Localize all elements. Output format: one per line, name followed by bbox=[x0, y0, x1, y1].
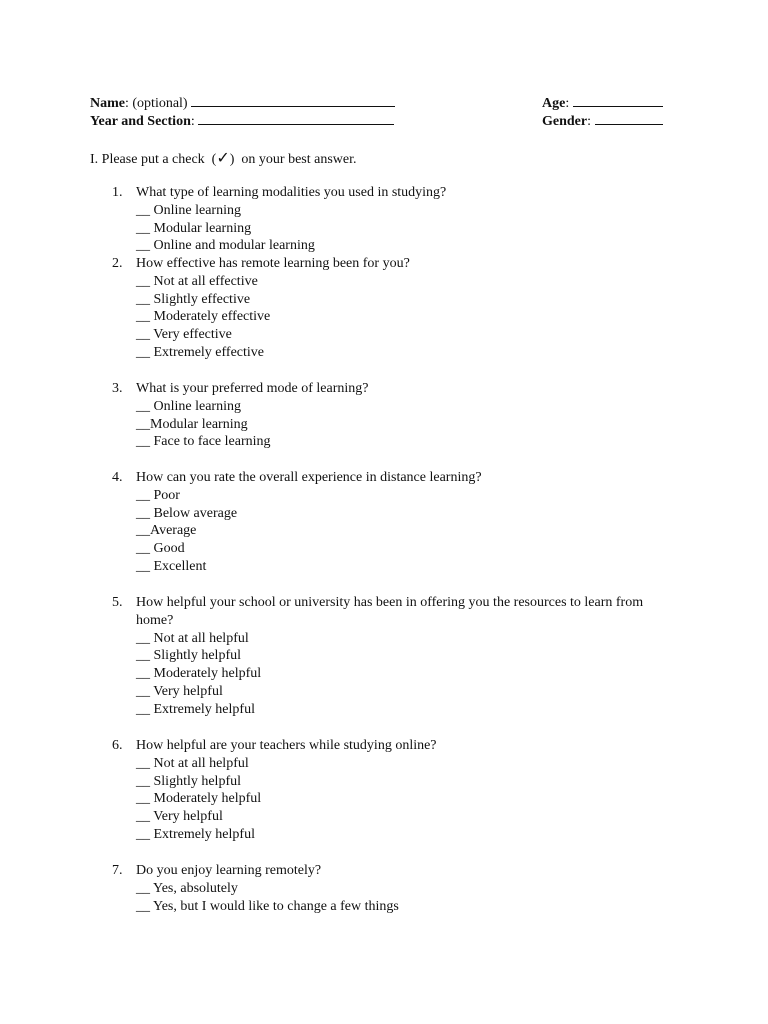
question-number: 2. bbox=[112, 256, 123, 271]
answer-option[interactable]: __ Online and modular learning bbox=[136, 238, 315, 254]
question-number: 6. bbox=[112, 738, 123, 753]
gender-suffix: : bbox=[587, 114, 595, 129]
answer-option[interactable]: __ Very effective bbox=[136, 327, 232, 343]
year-section-blank[interactable] bbox=[198, 112, 394, 125]
answer-option[interactable]: __ Yes, but I would like to change a few things bbox=[136, 898, 399, 914]
question-text: How effective has remote learning been for you? bbox=[136, 256, 410, 271]
question-text: What is your preferred mode of learning? bbox=[136, 381, 369, 396]
name-label: Name bbox=[90, 96, 125, 111]
answer-option[interactable]: __ Not at all effective bbox=[136, 273, 258, 289]
name-blank[interactable] bbox=[191, 94, 395, 107]
answer-option[interactable]: __ Moderately helpful bbox=[136, 666, 262, 682]
answer-option[interactable]: __ Slightly helpful bbox=[136, 648, 241, 664]
question-text: Do you enjoy learning remotely? bbox=[136, 863, 322, 878]
age-suffix: : bbox=[565, 96, 573, 111]
answer-option[interactable]: __ Face to face learning bbox=[136, 434, 271, 450]
year-section-suffix: : bbox=[190, 114, 199, 129]
year-section-row bbox=[90, 112, 394, 131]
question-text: What type of learning modalities you used in studying? bbox=[136, 185, 447, 200]
answer-option[interactable]: __ Good bbox=[136, 541, 185, 557]
answer-option[interactable]: __ Very helpful bbox=[136, 684, 223, 699]
answer-option[interactable]: __ Moderately helpful bbox=[136, 791, 262, 807]
age-blank[interactable] bbox=[573, 94, 663, 107]
question-text: How helpful your school or university has been in offering you the resources to learn from home? bbox=[136, 595, 644, 628]
question-text: How helpful are your teachers while studying online? bbox=[136, 738, 437, 753]
answer-option[interactable]: __ Slightly effective bbox=[136, 291, 251, 307]
question-number: 5. bbox=[112, 595, 123, 610]
year-section-label: Year and Section bbox=[90, 114, 191, 129]
answer-option[interactable]: __ Moderately effective bbox=[136, 309, 271, 325]
check-mark-icon: ✓ bbox=[216, 148, 230, 167]
question-number: 1. bbox=[112, 185, 123, 200]
answer-option[interactable]: __ Excellent bbox=[136, 559, 207, 574]
question-number: 7. bbox=[112, 863, 123, 878]
answer-option[interactable]: __ Modular learning bbox=[136, 220, 252, 236]
answer-option[interactable]: __ Not at all helpful bbox=[136, 630, 249, 646]
question-number: 4. bbox=[112, 470, 123, 485]
name-suffix: : (optional) bbox=[125, 96, 192, 111]
instructions bbox=[90, 148, 357, 170]
gender-blank[interactable] bbox=[595, 112, 663, 125]
answer-option[interactable]: __ Yes, absolutely bbox=[136, 880, 238, 896]
answer-option[interactable]: __Average bbox=[136, 523, 197, 539]
answer-option[interactable]: __ Below average bbox=[136, 505, 238, 521]
gender-row bbox=[542, 112, 663, 131]
age-row bbox=[542, 94, 663, 113]
gender-label: Gender bbox=[542, 114, 588, 129]
answer-option[interactable]: __ Extremely effective bbox=[136, 345, 265, 360]
answer-option[interactable]: __ Slightly helpful bbox=[136, 773, 241, 789]
answer-option[interactable]: __ Extremely helpful bbox=[136, 827, 255, 842]
section-numeral: I bbox=[90, 152, 95, 167]
answer-option[interactable]: __ Online learning bbox=[136, 398, 241, 414]
instructions-text-after: ) on your best answer. bbox=[229, 152, 357, 167]
answer-option[interactable]: __ Online learning bbox=[136, 202, 241, 218]
answer-option[interactable]: __ Very helpful bbox=[136, 809, 223, 825]
answer-option[interactable]: __ Not at all helpful bbox=[136, 755, 249, 771]
question-number: 3. bbox=[112, 381, 123, 396]
answer-option[interactable]: __Modular learning bbox=[136, 416, 248, 432]
answer-option[interactable]: __ Extremely helpful bbox=[136, 701, 255, 717]
age-label: Age bbox=[542, 96, 566, 111]
instructions-text-before: . Please put a check ( bbox=[94, 152, 217, 167]
question-text: How can you rate the overall experience in distance learning? bbox=[136, 470, 482, 485]
name-row bbox=[90, 94, 395, 113]
answer-option[interactable]: __ Poor bbox=[136, 487, 180, 503]
